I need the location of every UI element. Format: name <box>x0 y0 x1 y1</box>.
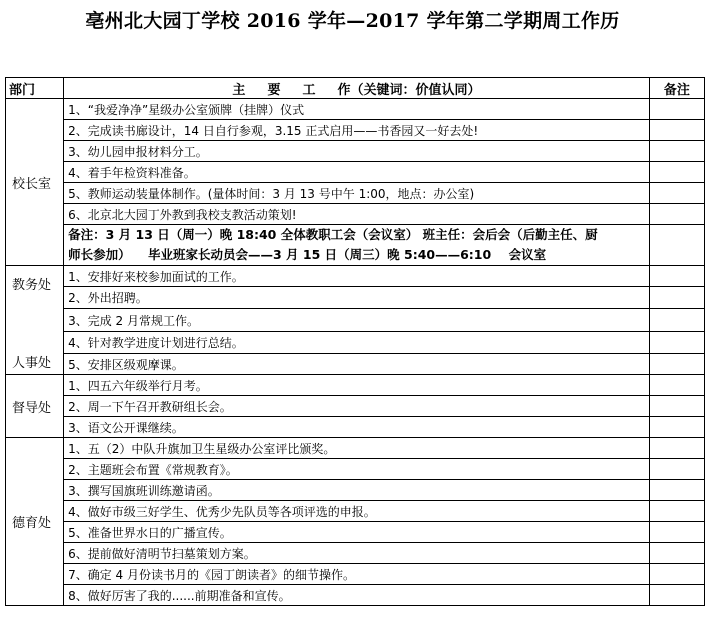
table-row <box>6 564 705 585</box>
table-row <box>6 438 705 459</box>
header-keyword: （关键词：价值认同） <box>350 82 481 98</box>
table-row <box>6 375 705 396</box>
dept-supervision: 督导处 <box>6 375 64 438</box>
note-cell <box>649 332 704 354</box>
table-row <box>6 287 705 309</box>
header-dept: 部门 <box>6 78 64 99</box>
header-note: 备注 <box>649 78 704 99</box>
task-item: 6、北京北大园丁外教到我校支教活动策划! <box>64 204 650 225</box>
principal-remark <box>64 225 650 266</box>
task-item: 2、外出招聘。 <box>64 287 650 309</box>
header-main-char: 要 <box>267 82 303 98</box>
table-header-row <box>6 78 705 99</box>
note-cell <box>649 99 704 120</box>
dept-personnel: 人事处 <box>12 356 52 371</box>
table-row <box>6 585 705 606</box>
table-row <box>6 480 705 501</box>
task-item: 3、幼儿园申报材料分工。 <box>64 141 650 162</box>
task-item: 2、周一下午召开教研组长会。 <box>64 396 650 417</box>
table-row <box>6 225 705 266</box>
note-cell <box>649 396 704 417</box>
task-item: 8、做好厉害了我的......前期准备和宣传。 <box>64 585 650 606</box>
note-cell <box>649 417 704 438</box>
table-row <box>6 396 705 417</box>
dept-academic: 教务处 <box>12 278 52 293</box>
task-item: 5、教师运动装量体制作。(量体时间：3 月 13 号中午 1:00，地点：办公室) <box>64 183 650 204</box>
note-cell <box>649 375 704 396</box>
task-item: 5、安排区级观摩课。 <box>64 354 650 375</box>
table-row <box>6 543 705 564</box>
note-cell <box>649 120 704 141</box>
table-row <box>6 162 705 183</box>
dept-academic-personnel <box>6 266 64 375</box>
note-cell <box>649 438 704 459</box>
note-cell <box>649 225 704 266</box>
task-item: 4、针对教学进度计划进行总结。 <box>64 332 650 354</box>
table-row <box>6 266 705 287</box>
remark-line: 备注：3 月 13 日（周一）晚 18:40 全体教职工会（会议室） 班主任：会后会（后勤主任、厨 <box>68 227 598 242</box>
remark-line: 师长参加） 毕业班家长动员会——3 月 15 日（周三）晚 5:40——6:10 会议室 <box>68 247 547 262</box>
note-cell <box>649 354 704 375</box>
note-cell <box>649 459 704 480</box>
note-cell <box>649 183 704 204</box>
task-item: 3、语文公开课继续。 <box>64 417 650 438</box>
task-item: 4、做好市级三好学生、优秀少先队员等各项评选的申报。 <box>64 501 650 522</box>
table-row <box>6 459 705 480</box>
dept-moral: 德育处 <box>6 438 64 606</box>
task-item: 2、主题班会布置《常规教育》。 <box>64 459 650 480</box>
task-item: 1、安排好来校参加面试的工作。 <box>64 266 650 287</box>
table-row <box>6 183 705 204</box>
task-item: 3、完成 2 月常规工作。 <box>64 309 650 332</box>
task-item: 3、撰写国旗班训练邀请函。 <box>64 480 650 501</box>
note-cell <box>649 585 704 606</box>
weekly-work-table <box>5 77 705 606</box>
header-main-char: 主 <box>232 82 268 98</box>
table-row <box>6 354 705 375</box>
task-item: 1、“我爱净净”星级办公室颁牌（挂牌）仪式 <box>64 99 650 120</box>
dept-principal: 校长室 <box>6 99 64 266</box>
note-cell <box>649 564 704 585</box>
task-item: 1、五（2）中队升旗加卫生星级办公室评比颁奖。 <box>64 438 650 459</box>
note-cell <box>649 480 704 501</box>
table-row <box>6 120 705 141</box>
table-row <box>6 309 705 332</box>
header-main-char: 作 <box>337 82 351 98</box>
note-cell <box>649 522 704 543</box>
header-main-char: 工 <box>302 82 338 98</box>
table-row <box>6 99 705 120</box>
table-row <box>6 417 705 438</box>
table-row <box>6 522 705 543</box>
note-cell <box>649 309 704 332</box>
note-cell <box>649 287 704 309</box>
header-main <box>64 78 650 99</box>
page-title: 亳州北大园丁学校 2016 学年—2017 学年第二学期周工作历 <box>85 10 620 32</box>
task-item: 5、准备世界水日的广播宣传。 <box>64 522 650 543</box>
table-row <box>6 204 705 225</box>
note-cell <box>649 266 704 287</box>
task-item: 6、提前做好清明节扫墓策划方案。 <box>64 543 650 564</box>
note-cell <box>649 543 704 564</box>
table-row <box>6 501 705 522</box>
table-row <box>6 141 705 162</box>
note-cell <box>649 204 704 225</box>
task-item: 2、完成读书廊设计，14 日自行参观，3.15 正式启用——书香园又一好去处! <box>64 120 650 141</box>
task-item: 4、着手年检资料准备。 <box>64 162 650 183</box>
note-cell <box>649 162 704 183</box>
table-row <box>6 332 705 354</box>
note-cell <box>649 501 704 522</box>
task-item: 1、四五六年级举行月考。 <box>64 375 650 396</box>
task-item: 7、确定 4 月份读书月的《园丁朗读者》的细节操作。 <box>64 564 650 585</box>
note-cell <box>649 141 704 162</box>
